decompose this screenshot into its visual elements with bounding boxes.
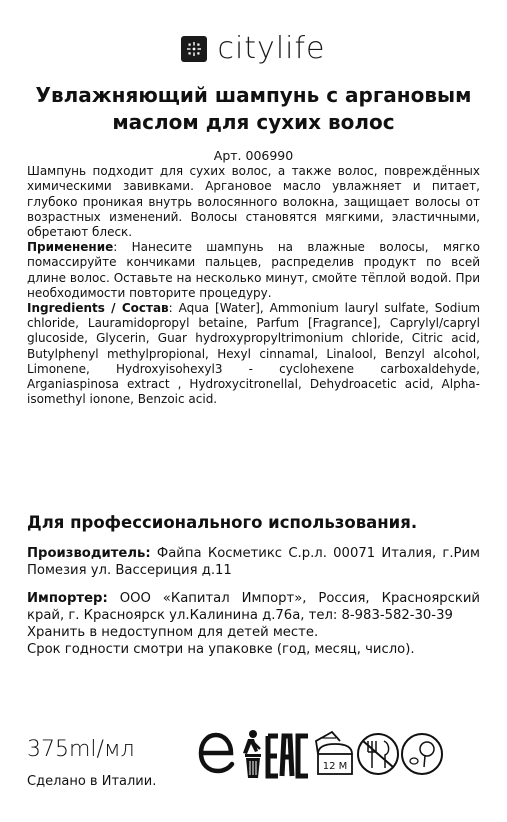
brand-name: citylife — [217, 31, 326, 66]
ingredients-label: Ingredients / Состав — [27, 301, 169, 316]
usage-section — [27, 240, 480, 301]
brand-logo — [0, 31, 507, 66]
certification-icons — [198, 724, 478, 784]
shelf-life-note: Срок годности смотри на упаковке (год, месяц, число). — [27, 642, 415, 657]
manufacturer-label: Производитель: — [27, 546, 151, 561]
product-info — [27, 148, 480, 407]
importer-text: ООО «Капитал Импорт», Россия, Красноярский край, г. Красноярск ул.Калинина д.76а, тел: 8-983-582-30-39 — [27, 591, 480, 623]
usage-text: : Нанесите шампунь на влажные волосы, мягко помассируйте кончиками пальцев, распределив продукт по всей длине волос. Оставьте на несколько минут, смойте тёплой водой. При необходимости повторите процедуру. — [27, 240, 480, 300]
made-in: Сделано в Италии. — [27, 774, 157, 789]
usage-label: Применение — [27, 240, 114, 255]
professional-use: Для профессионального использования. — [27, 513, 418, 532]
ingredients-text: : Aqua [Water], Ammonium lauryl sulfate, Sodium chloride, Lauramidopropyl betaine, Parfum [Fragrance], Caprylyl/capryl glucoside, Glycerin, Guar hydroxypropyltrimonium chloride, Citric acid, Butylphenyl methylpropional, Hexyl cinnamal, Linalool, Benzyl alcohol, Limonene, Hydroxyisohexyl3 - cyclohexene carboxaldehyde, Arganiaspinosa extract , Hydroxycitronellal, Dehydroacetic acid, Alpha-isomethyl ionone, Benzoic acid. — [27, 301, 481, 407]
cosmetic-symbol-icon — [402, 734, 442, 774]
product-description: Шампунь подходит для сухих волос, а также волос, повреждённых химическими завивками. Аргановое масло увлажняет и питает, глубоко проникая внутрь волосянного волокна, защищает волосы от возрастных изменений. Волосы становятся мягкими, эластичными, обретают блеск. — [27, 164, 480, 240]
not-food-contact-icon — [358, 734, 398, 774]
brand-logo-icon — [181, 36, 207, 62]
importer-label: Импортер: — [27, 591, 108, 606]
tidyman-recycle-icon — [243, 730, 261, 778]
importer-section — [27, 590, 480, 624]
volume: 375ml/мл — [27, 737, 135, 762]
storage-note: Хранить в недоступном для детей месте. — [27, 625, 319, 640]
eac-icon — [268, 736, 308, 776]
product-title: Увлажняющий шампунь с аргановым маслом для сухих волос — [35, 83, 472, 134]
manufacturer-section — [27, 545, 480, 579]
importer-block — [27, 590, 480, 658]
manufacturer-text: Файпа Косметикс С.р.л. 00071 Италия, г.Рим Помезия ул. Вассериция д.11 — [27, 546, 480, 578]
ingredients-section — [27, 301, 480, 407]
pao-label: 12 M — [322, 761, 348, 772]
pao-12m-icon — [316, 732, 352, 774]
article-number: Арт. 006990 — [213, 148, 294, 163]
e-mark-icon — [201, 735, 232, 771]
